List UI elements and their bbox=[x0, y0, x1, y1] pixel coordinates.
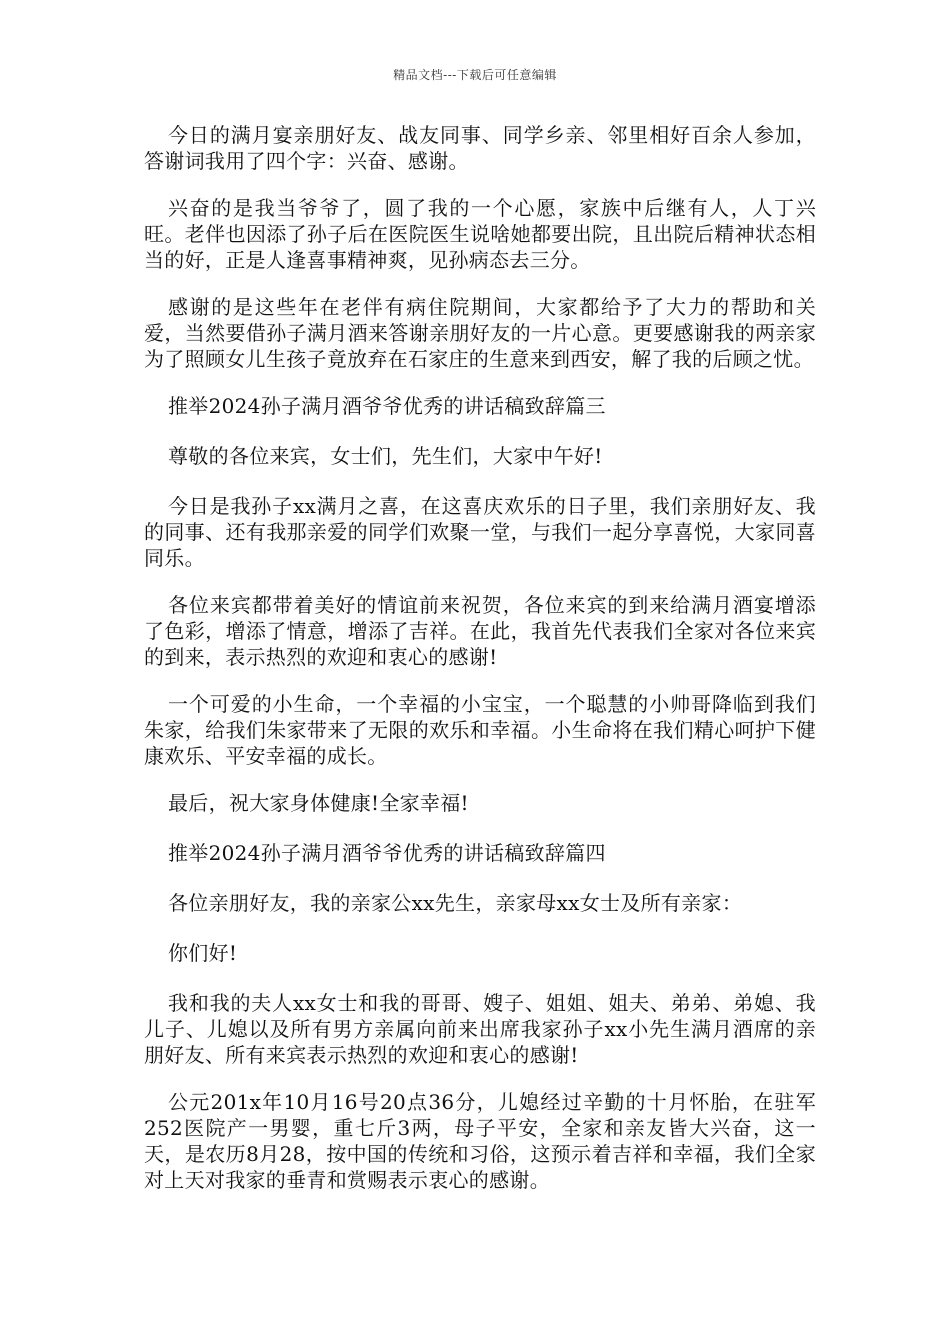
greeting: 尊敬的各位来宾，女士们，先生们，大家中午好! bbox=[168, 444, 603, 468]
paragraph: 各位来宾都带着美好的情谊前来祝贺，各位来宾的到来给满月酒宴增添了色彩，增添了情意，增添了吉祥。在此，我首先代表我们全家对各位来宾的到来，表示热烈的欢迎和衷心的感谢! bbox=[144, 593, 816, 669]
paragraph: 感谢的是这些年在老伴有病住院期间，大家都给予了大力的帮助和关爱，当然要借孙子满月酒来答谢亲朋好友的一片心意。更要感谢我的两亲家为了照顾女儿生孩子竟放弃在石家庄的生意来到西安，解了我的后顾之忧。 bbox=[144, 295, 816, 371]
greeting: 各位亲朋好友，我的亲家公xx先生，亲家母xx女士及所有亲家： bbox=[168, 891, 743, 915]
paragraph: 今日是我孙子xx满月之喜，在这喜庆欢乐的日子里，我们亲朋好友、我的同事、还有我那亲爱的同学们欢聚一堂，与我们一起分享喜悦，大家同喜同乐。 bbox=[144, 494, 816, 570]
greeting: 你们好! bbox=[168, 941, 238, 965]
section-heading: 推举2024孙子满月酒爷爷优秀的讲话稿致辞篇三 bbox=[168, 394, 606, 418]
paragraph: 公元201x年10月16号20点36分，儿媳经过辛勤的十月怀胎，在驻军252医院产一男婴，重七斤3两，母子平安，全家和亲友皆大兴奋，这一天，是农历8月28，按中国的传统和习俗，这预示着吉祥和幸福，我们全家对上天对我家的垂青和赏赐表示衷心的感谢。 bbox=[144, 1090, 816, 1192]
paragraph: 一个可爱的小生命，一个幸福的小宝宝，一个聪慧的小帅哥降临到我们朱家，给我们朱家带来了无限的欢乐和幸福。小生命将在我们精心呵护下健康欢乐、平安幸福的成长。 bbox=[144, 692, 816, 768]
section-heading: 推举2024孙子满月酒爷爷优秀的讲话稿致辞篇四 bbox=[168, 841, 606, 865]
paragraph: 我和我的夫人xx女士和我的哥哥、嫂子、姐姐、姐夫、弟弟、弟媳、我儿子、儿媳以及所有男方亲属向前来出席我家孙子xx小先生满月酒席的亲朋好友、所有来宾表示热烈的欢迎和衷心的感谢! bbox=[144, 991, 816, 1067]
page-header: 精品文档---下载后可任意编辑 bbox=[393, 68, 557, 82]
closing-wish: 最后，祝大家身体健康!全家幸福! bbox=[168, 791, 469, 815]
document-body bbox=[144, 122, 816, 1214]
paragraph: 今日的满月宴亲朋好友、战友同事、同学乡亲、邻里相好百余人参加，答谢词我用了四个字：兴奋、感谢。 bbox=[144, 123, 816, 173]
paragraph: 兴奋的是我当爷爷了，圆了我的一个心愿，家族中后继有人，人丁兴旺。老伴也因添了孙子后在医院医生说啥她都要出院，且出院后精神状态相当的好，正是人逢喜事精神爽，见孙病态去三分。 bbox=[144, 196, 816, 272]
